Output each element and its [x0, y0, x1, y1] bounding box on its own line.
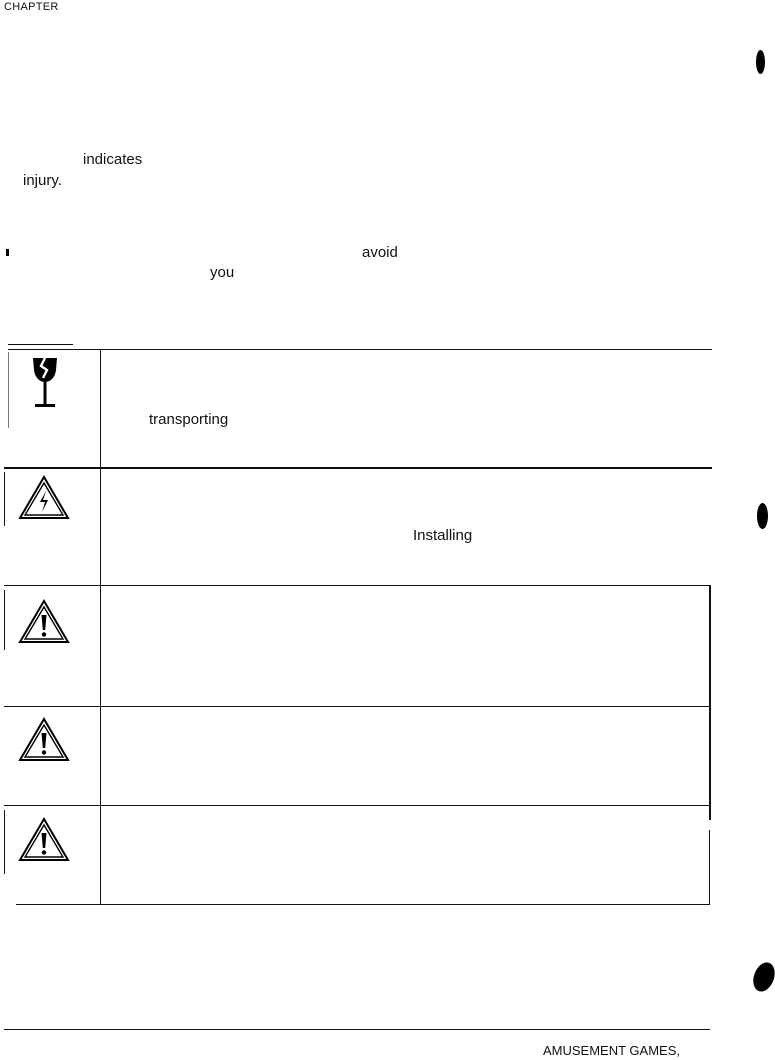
table-top-border: [8, 349, 712, 350]
body-text-injury: injury.: [23, 172, 62, 189]
table-left-edge: [4, 810, 5, 874]
warning-triangle-icon: [17, 816, 71, 864]
table-row-divider: [4, 467, 712, 469]
table-top-short-rule: [8, 344, 73, 345]
warning-triangle-icon: [17, 598, 71, 646]
table-column-divider: [100, 349, 101, 905]
binder-hole-mark: [749, 959, 775, 994]
body-text-avoid: avoid: [362, 244, 398, 261]
table-row-divider: [4, 706, 710, 707]
table-row-divider: [4, 585, 710, 586]
footer-rule: [4, 1029, 710, 1030]
electrical-hazard-triangle-icon: [17, 474, 71, 522]
body-text-indicates: indicates: [83, 151, 143, 168]
warning-triangle-icon: [17, 716, 71, 764]
table-left-edge: [4, 472, 5, 526]
body-text-you: you: [210, 264, 235, 281]
table-left-edge: [8, 352, 9, 428]
table-bottom-border: [16, 904, 710, 905]
table-right-edge: [709, 585, 711, 820]
binder-hole-mark: [757, 503, 768, 529]
row1-text-transporting: transporting: [149, 411, 229, 428]
chapter-header: CHAPTER: [4, 1, 59, 13]
bullet: [6, 249, 9, 256]
table-left-edge: [4, 590, 5, 650]
table-row-divider: [4, 805, 710, 806]
row2-text-installing: Installing: [413, 527, 473, 544]
footer-publisher: AMUSEMENT GAMES,: [543, 1043, 681, 1058]
binder-hole-mark: [756, 50, 765, 74]
table-right-edge: [709, 830, 710, 905]
fragile-glass-icon: [28, 356, 62, 410]
